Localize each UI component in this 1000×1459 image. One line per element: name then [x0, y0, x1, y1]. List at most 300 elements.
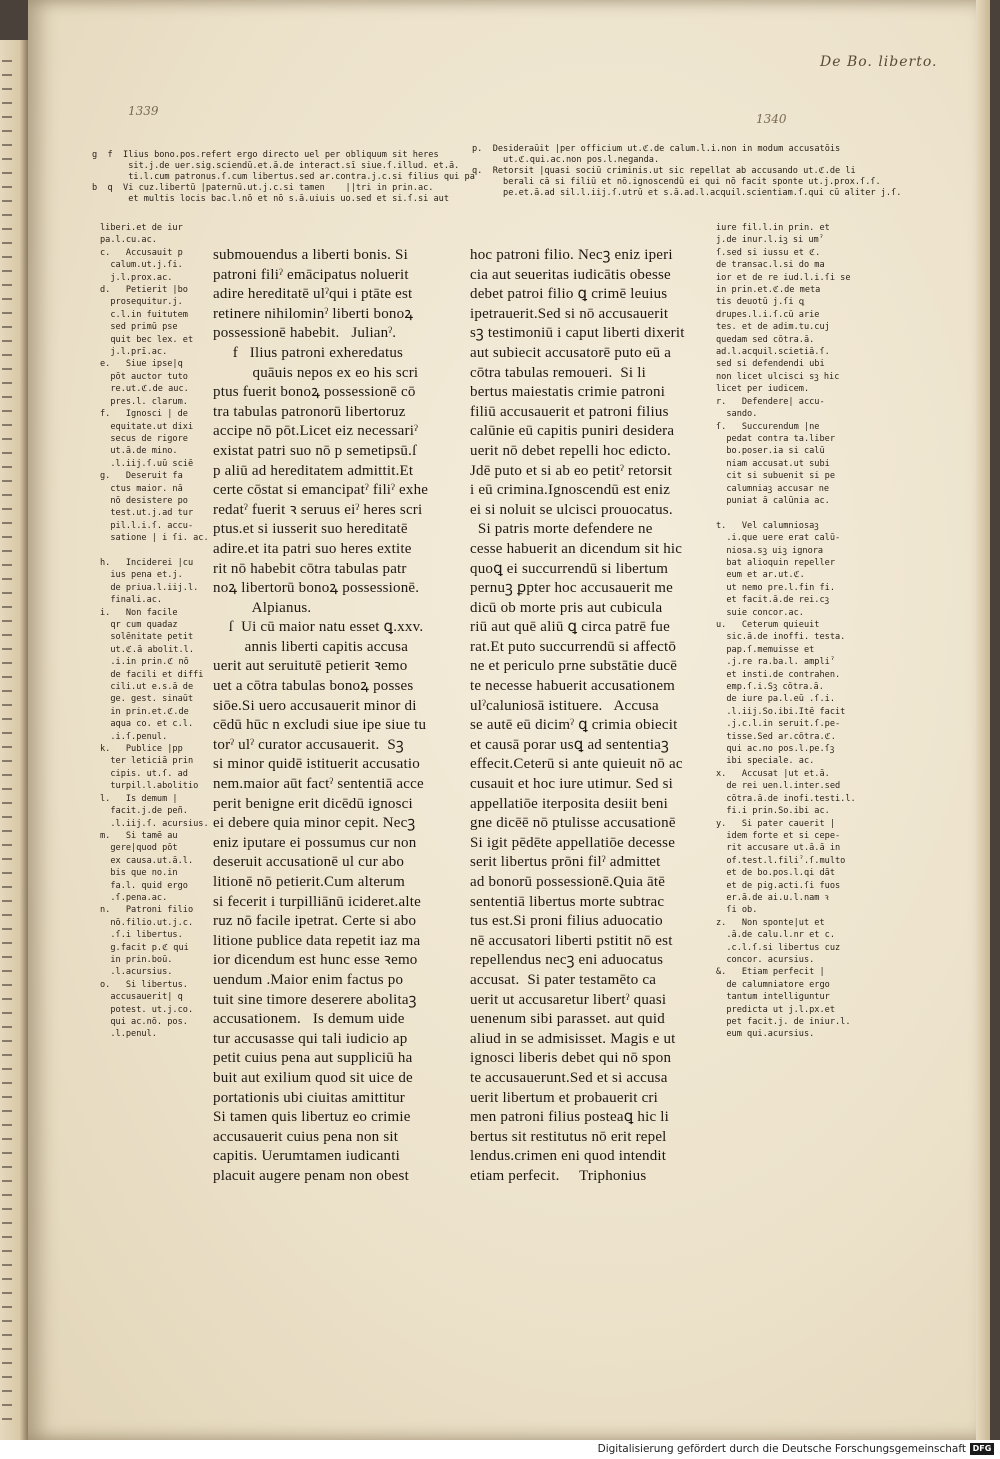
gloss-line: et facit.ā.de rei.cꝫ: [716, 595, 830, 606]
gloss-line: cōtra.ā.de inofi.testi.l.: [716, 793, 856, 804]
facing-page-text-fragment: [2, 634, 12, 636]
gloss-line: pres.l. clarum.: [100, 396, 188, 407]
gloss-line: pedat contra ta.liber: [716, 433, 835, 444]
gloss-line: c.l.in fuitutem: [100, 309, 188, 320]
facing-page-text-fragment: [2, 690, 12, 692]
gloss-line: ad.l.acquil.scietiā.ſ.: [716, 347, 830, 358]
text-line: gne dicēē nō ptulisse accusationē: [470, 815, 676, 832]
top-gloss-right: [472, 144, 901, 199]
gloss-line: facit.j.de peñ.: [100, 806, 188, 817]
gloss-line: eum qui.acursius.: [716, 1029, 815, 1040]
gloss-line: .c.l.ſ.si libertus cuz: [716, 942, 841, 953]
gloss-line: tis deuotū j.ſi ꝗ: [716, 297, 805, 308]
text-line: bertus sit restitutus nō erit repel: [470, 1128, 667, 1145]
facing-page-text-fragment: [2, 1124, 12, 1126]
gloss-line: o. Si libertus.: [100, 979, 188, 990]
gloss-line: .l.acursius.: [100, 967, 173, 978]
gloss-line: ſi ob.: [716, 905, 758, 916]
gloss-line: l. Is demum |: [100, 793, 178, 804]
gloss-line: qui ac.nō. pos.: [100, 1017, 188, 1027]
gloss-line: fa.l. quid ergo: [100, 880, 188, 891]
facing-page-text-fragment: [2, 536, 12, 538]
facing-page-text-fragment: [2, 578, 12, 580]
text-line: lendus.crimen eni quod intendit: [470, 1148, 667, 1165]
gloss-line: .l.iij.ſ. acursius.: [100, 818, 209, 829]
facing-page-text-fragment: [2, 704, 12, 706]
facing-page-text-fragment: [2, 662, 12, 664]
facing-page-text-fragment: [2, 956, 12, 958]
text-line: ior dicendum est hunc esse ꝛemo: [213, 952, 418, 969]
gloss-line: bo.poser.ia si calū: [716, 446, 825, 457]
gloss-line: nō desistere po: [100, 495, 188, 506]
facing-page-text-fragment: [2, 130, 12, 132]
gloss-line: ius pena et.j.: [100, 570, 183, 581]
gloss-line: g. Deseruit fa: [100, 471, 183, 482]
text-line: submouendus a liberti bonis. Si: [213, 247, 408, 263]
facing-page-text-fragment: [2, 382, 12, 384]
text-line: annis liberti capitis accusa: [213, 638, 409, 655]
gloss-line: sit.j.de uer.sig.sciendū.et.ā.de interact.sī siue.ſ.illud. et.ā.: [92, 161, 460, 171]
text-line: retinere nihilominˀ liberti bonoꝝ: [213, 305, 414, 322]
right-marginal-gloss: [716, 222, 856, 1041]
gloss-line: i. Non facile: [100, 607, 178, 618]
gloss-line: c. Accusauit p: [100, 247, 183, 258]
facing-page-text-fragment: [2, 564, 12, 566]
gloss-line: et de bo.pos.l.qi dāt: [716, 868, 835, 879]
gloss-line: cipis. ut.ſ. ad: [100, 768, 188, 779]
text-line: ne et periculo prne substātie ducē: [470, 658, 678, 675]
facing-page-text-fragment: [2, 1418, 12, 1420]
text-line: cēdū hūc n excludi siue ipe siue tu: [213, 717, 427, 734]
gloss-line: bat alioquin repeller: [716, 557, 835, 568]
gloss-line: tes. et de adim.tu.cuj: [716, 322, 830, 333]
text-line: patroni filiˀ emācipatus noluerit: [213, 266, 409, 283]
text-line: ei debere quia minor cepit. Necꝫ: [213, 815, 416, 832]
facing-page-text-fragment: [2, 326, 12, 328]
text-line: uendum .Maior enim factus po: [213, 971, 404, 988]
facing-page-text-fragment: [2, 284, 12, 286]
facing-page-text-fragment: [2, 1250, 12, 1252]
facing-page-text-fragment: [2, 1334, 12, 1336]
text-line: placuit augere penam non obest: [213, 1167, 409, 1184]
facing-page-text-fragment: [2, 886, 12, 888]
gloss-line: tantum intelliguntur: [716, 992, 830, 1003]
text-line: cesse habuerit an dicendum sit hic: [470, 540, 683, 557]
gloss-line: j.l.prox.ac.: [100, 272, 173, 283]
facing-page-text-fragment: [2, 298, 12, 300]
facing-page-text-fragment: [2, 1096, 12, 1098]
text-line: se autē eū dicimˀ ꝗ crimia obiecit: [470, 717, 678, 734]
dfg-logo: DFG: [970, 1443, 994, 1455]
text-line: Si igit pēdēte appellatiōe decesse: [470, 834, 676, 851]
gloss-line: secus de rigore: [100, 433, 188, 444]
gloss-line: pet facit.j. de iniur.l.: [716, 1017, 851, 1027]
text-line: uerit ut accusaretur libertˀ quasi: [470, 991, 667, 1008]
gloss-line: de iure pa.l.eū .ſ.i.: [716, 694, 835, 705]
folio-number-right: 1340: [756, 112, 787, 126]
facing-page-edge: [0, 40, 28, 1440]
text-line: tur accusasse qui tali iudicio ap: [213, 1030, 408, 1047]
text-line: capitis. Uerumtamen iudicanti: [213, 1148, 400, 1165]
gloss-line: r. Defendere| accu-: [716, 396, 825, 407]
gloss-line: u. Ceterum quieuit: [716, 620, 820, 630]
text-line: cia aut seueritas iudicātis obesse: [470, 266, 671, 283]
text-line: accusat. Si pater testamēto ca: [470, 971, 657, 988]
gloss-line: qui ac.no pos.l.pe.ſꝫ: [716, 744, 835, 755]
footer-bar: [0, 1440, 1000, 1459]
gloss-line: finali.ac.: [100, 595, 163, 606]
gloss-line: sed si defendendi ubi: [716, 359, 825, 370]
text-line: accusationem. Is demum uide: [213, 1011, 405, 1028]
gloss-line: iure fil.l.in prin. et: [716, 223, 830, 233]
facing-page-text-fragment: [2, 354, 12, 356]
gloss-line: in prin.et.ℭ.de meta: [716, 285, 821, 296]
facing-page-text-fragment: [2, 1040, 12, 1042]
gloss-line: qr cum quadaz: [100, 620, 178, 630]
facing-page-text-fragment: [2, 970, 12, 972]
facing-page-text-fragment: [2, 494, 12, 496]
text-line: ptus fuerit bonoꝝ possessionē cō: [213, 384, 416, 401]
text-line: rat.Et puto succurrendū si affectō: [470, 638, 677, 655]
gloss-line: pe.et.ā.ad sil.l.iij.ſ.utrū et s.ā.ad.l.acquil.scientiam.ſ.qui cū aliter j.ſ.: [472, 188, 902, 198]
left-marginal-gloss: [100, 222, 209, 1041]
facing-page-text-fragment: [2, 1138, 12, 1140]
text-line: existat patri suo nō p semetipsū.ſ: [213, 442, 417, 459]
facing-page-text-fragment: [2, 816, 12, 818]
facing-page-text-fragment: [2, 1404, 12, 1406]
facing-page-text-fragment: [2, 1222, 12, 1224]
text-line: perit benigne erit dicēdū ignosci: [213, 795, 413, 812]
gloss-line: niosa.sꝫ uiꝫ ignora: [716, 545, 824, 556]
text-line: petit cuius pena aut suppliciū ha: [213, 1050, 413, 1067]
gloss-line: .l.iij.ſ.uū sciē: [100, 458, 194, 469]
gloss-line: of.test.l.filiˀ.ſ.multo: [716, 855, 846, 866]
text-line: f Ilius patroni exheredatus: [213, 344, 404, 361]
text-line: cōtra tabulas remoueri. Si li: [470, 364, 646, 381]
gloss-line: sic.ā.de inoffi. testa.: [716, 632, 846, 643]
text-line: p aliū ad hereditatem admittit.Et: [213, 462, 414, 479]
text-line: si minor quidē istituerit accusatio: [213, 756, 420, 773]
gloss-line: berali cā si filiū et nō.ignoscendū ei qui nō facit sponte ut.j.prox.ſ.ſ.: [472, 177, 881, 187]
facing-page-text-fragment: [2, 102, 12, 104]
gloss-line: g.facit p.ℭ qui: [100, 942, 189, 953]
gloss-line: et multis locis bac.l.nō et nō s.ā.uiuis uo.sed et si.ſ.si aut: [92, 194, 449, 204]
gloss-line: ut.ℭ.qui.ac.non pos.l.neganda.: [472, 155, 660, 165]
text-line: effecit.Ceterū si ante quieuit nō ac: [470, 756, 683, 773]
gloss-line: potest. ut.j.co.: [100, 1004, 194, 1015]
gloss-line: .i.in prin.ℭ nō: [100, 657, 189, 668]
facing-page-text-fragment: [2, 746, 12, 748]
gloss-line: turpil.l.abolitio: [100, 781, 199, 792]
facing-page-text-fragment: [2, 1348, 12, 1350]
facing-page-text-fragment: [2, 1194, 12, 1196]
gloss-line: accusauerit| q: [100, 992, 183, 1003]
text-line: buit aut exilium quod sit uice de: [213, 1069, 413, 1086]
text-line: adire.et ita patri suo heres extite: [213, 540, 412, 557]
text-line: ignosci liberis debet qui nō spon: [470, 1050, 672, 1067]
text-line: cusauit et hoc iure utimur. Sed si: [470, 776, 674, 793]
facing-page-text-fragment: [2, 900, 12, 902]
facing-page-text-fragment: [2, 1362, 12, 1364]
text-line: noꝝ libertorū bonoꝝ possessionē.: [213, 580, 420, 597]
text-line: siōe.Si uero accusauerit minor di: [213, 697, 417, 714]
gloss-line: cit si subuenit si pe: [716, 471, 835, 482]
text-line: rit nō habebit cōtra tabulas patr: [213, 560, 407, 577]
gloss-line: j.l.prī.ac.: [100, 347, 168, 358]
gloss-line: de priua.l.iij.l.: [100, 582, 199, 593]
text-line: appellatiōe iterposita desiit beni: [470, 795, 668, 812]
gloss-line: b q Vi cuz.libertū |paternū.ut.j.c.si tamen ||tri in prin.ac.: [92, 183, 434, 193]
facing-page-text-fragment: [2, 1166, 12, 1168]
facing-page-text-fragment: [2, 144, 12, 146]
gloss-line: pōt auctor tuto: [100, 371, 188, 382]
gloss-line: test.ut.j.ad tur: [100, 508, 194, 519]
gloss-line: [716, 507, 856, 519]
facing-page-text-fragment: [2, 480, 12, 482]
text-line: litionē nō petierit.Cum alterum: [213, 874, 405, 890]
facing-page-text-fragment: [2, 858, 12, 860]
facing-page-text-fragment: [2, 522, 12, 524]
gloss-line: sando.: [716, 409, 758, 420]
facing-page-text-fragment: [2, 648, 12, 650]
text-line: eniz iputare ei possumus cur non: [213, 834, 417, 851]
text-line: ruz nō facile ipetrat. Certe si abo: [213, 913, 417, 930]
gloss-line: .j.re ra.ba.l. ampliˀ: [716, 657, 835, 668]
facing-page-text-fragment: [2, 592, 12, 594]
facing-page-text-fragment: [2, 242, 12, 244]
facing-page-text-fragment: [2, 732, 12, 734]
text-line: certe cōstat si emancipatˀ filiˀ exhe: [213, 482, 429, 499]
gloss-line: liberi.et de iur: [100, 223, 183, 233]
facing-page-text-fragment: [2, 1054, 12, 1056]
facing-page-text-fragment: [2, 1026, 12, 1028]
facing-page-text-fragment: [2, 256, 12, 258]
text-line: redatˀ fuerit ꝛ seruus eiˀ heres scri: [213, 501, 423, 518]
gloss-line: ut.ℭ.ā abolit.l.: [100, 644, 194, 655]
text-line: sꝫ testimoniū i caput liberti dixerit: [470, 325, 685, 342]
text-line: repellendus necꝫ eni aduocatus: [470, 952, 664, 969]
facing-page-text-fragment: [2, 340, 12, 342]
text-line: ſ Ui cū maior natu esset ꝗ.xxv.: [213, 619, 424, 636]
text-line: uet a cōtra tabulas bonoꝝ posses: [213, 678, 414, 695]
gloss-line: de facili et diffi: [100, 669, 204, 680]
text-line: ad bonorū possessionē.Quia ātē: [470, 874, 666, 890]
text-line: adire hereditatē ulˀqui i ptāte est: [213, 286, 413, 303]
text-line: hoc patroni filio. Necꝫ eniz iperi: [470, 247, 673, 263]
gloss-line: [100, 545, 209, 557]
gloss-line: x. Accusat |ut et.ā.: [716, 768, 830, 779]
gloss-line: bis que no.in: [100, 868, 178, 879]
text-line: uerit nō debet repelli hoc edicto.: [470, 442, 671, 459]
text-line: Alpianus.: [213, 599, 312, 616]
text-line: quoꝗ ei succurrendū si libertum: [470, 560, 669, 577]
gloss-line: calum.ut.j.ſi.: [100, 260, 183, 271]
gloss-line: .ſ.pena.ac.: [100, 892, 168, 903]
text-line: bertus maiestatis crimie patroni: [470, 384, 666, 401]
funding-credit: Digitalisierung gefördert durch die Deutsche Forschungsgemeinschaft: [597, 1443, 966, 1455]
text-line: riū aut quē aliū ꝗ circa patrē fue: [470, 619, 670, 636]
facing-page-text-fragment: [2, 172, 12, 174]
facing-page-text-fragment: [2, 60, 12, 62]
gloss-line: prosequitur.j.: [100, 297, 183, 308]
text-line: dicū ob morte pris aut cubicula: [470, 599, 663, 616]
gloss-line: fi.i prin.So.ibi ac.: [716, 806, 830, 817]
text-line: pernuꝫ ꝑpter hoc accusauerit me: [470, 580, 674, 597]
text-line: deseruit accusationē ul cur abo: [213, 854, 405, 871]
text-line: filiū accusauerit et patroni filius: [470, 403, 669, 420]
gloss-line: d. Petierit |bo: [100, 285, 188, 296]
text-line: accipe nō pōt.Licet eiz necessariˀ: [213, 423, 419, 440]
gloss-line: ex causa.ut.ā.l.: [100, 855, 194, 866]
text-line: tra tabulas patronorū libertoruz: [213, 403, 406, 420]
gloss-line: non licet ulcisci sꝫ hic: [716, 371, 840, 382]
gloss-line: .i.ſ.penul.: [100, 731, 168, 742]
gloss-line: equitate.ut dixi: [100, 421, 194, 432]
facing-page-text-fragment: [2, 466, 12, 468]
page-edge: [976, 0, 990, 1440]
text-line: calūnie eū capitis puniri desidera: [470, 423, 675, 440]
text-line: Jdē puto et si ab eo petitˀ retorsit: [470, 462, 673, 479]
facing-page-text-fragment: [2, 1068, 12, 1070]
gloss-line: aqua co. et c.l.: [100, 719, 194, 730]
facing-page-text-fragment: [2, 438, 12, 440]
facing-page-text-fragment: [2, 74, 12, 76]
facing-page-text-fragment: [2, 1012, 12, 1014]
gloss-line: concor. acursius.: [716, 954, 815, 965]
facing-page-text-fragment: [2, 270, 12, 272]
facing-page-text-fragment: [2, 1110, 12, 1112]
text-line: torˀ ulˀ curator accusauerit. Sꝫ: [213, 736, 404, 753]
gloss-line: t. Vel calumniosaꝫ: [716, 520, 819, 531]
facing-page-text-fragment: [2, 200, 12, 202]
gloss-line: .ā.de calu.l.nr et c.: [716, 930, 835, 941]
gloss-line: de transac.l.si do ma: [716, 260, 825, 271]
text-line: et causā porar usꝗ ad sententiaꝫ: [470, 736, 669, 753]
gloss-line: emp.ſ.i.Sꝫ cōtra.ā.: [716, 682, 824, 693]
facing-page-text-fragment: [2, 1264, 12, 1266]
text-line: aliud in se admisisset. Magis e ut: [470, 1030, 676, 1047]
facing-page-text-fragment: [2, 802, 12, 804]
gloss-line: f. Ignosci | de: [100, 409, 188, 420]
facing-page-text-fragment: [2, 508, 12, 510]
gloss-line: quedam sed cōtra.ā.: [716, 334, 815, 345]
gloss-line: &. Etiam perfecit |: [716, 967, 825, 978]
gloss-line: idem forte et si cepe-: [716, 830, 841, 841]
gloss-line: .i.que uere erat calū-: [716, 533, 841, 544]
gloss-line: de calumniatore ergo: [716, 979, 830, 990]
gloss-line: drupes.l.i.ſ.cū arie: [716, 309, 820, 320]
gloss-line: solēnitate petit: [100, 632, 194, 643]
facing-page-text-fragment: [2, 1376, 12, 1378]
running-head: De Bo. liberto.: [820, 54, 938, 70]
gloss-line: et de pig.acti.ſi fuos: [716, 880, 841, 891]
facing-page-text-fragment: [2, 998, 12, 1000]
text-line: ptus.et si iusserit suo hereditatē: [213, 521, 408, 538]
text-line: Si tamen quis libertuz eo crimie: [213, 1109, 411, 1126]
gloss-line: rit accusare ut.ā.ā in: [716, 843, 841, 854]
facing-page-text-fragment: [2, 158, 12, 160]
facing-page-text-fragment: [2, 410, 12, 412]
gloss-line: pap.ſ.memuisse et: [716, 644, 815, 655]
facing-page-text-fragment: [2, 214, 12, 216]
gloss-line: calumniaꝫ accusar ne: [716, 483, 830, 494]
gloss-line: ut nemo pre.l.fin fi.: [716, 582, 835, 593]
gloss-line: ibi speciale. ac.: [716, 756, 815, 767]
gloss-line: ctus maior. nā: [100, 483, 183, 494]
facing-page-text-fragment: [2, 1320, 12, 1322]
gloss-line: .l.penul.: [100, 1029, 157, 1040]
text-line: Si patris morte defendere ne: [470, 521, 653, 538]
text-line: te accusauerunt.Sed et si accusa: [470, 1069, 668, 1086]
gloss-line: .j.c.l.in seruit.ſ.pe-: [716, 719, 841, 730]
text-line: nem.maior aūt factˀ sententiā acce: [213, 776, 424, 793]
text-line: aut subiecit accusatorē puto eū a: [470, 344, 672, 361]
text-line: tuit sine timore deserere abolitaꝫ: [213, 991, 417, 1008]
gloss-line: .ſ.i libertus.: [100, 930, 183, 941]
gloss-line: g f Ilius bono.pos.refert ergo directo uel per obliquum sit heres: [92, 150, 439, 160]
gloss-line: ior et de re iud.l.i.ſi se: [716, 272, 851, 283]
facing-page-text-fragment: [2, 1152, 12, 1154]
folio-number-left: 1339: [128, 104, 159, 118]
text-line: uenenum sibi parasset. aut quid: [470, 1011, 665, 1028]
facing-page-text-fragment: [2, 312, 12, 314]
gloss-line: quit bec lex. et: [100, 334, 194, 345]
gloss-line: ti.l.cum patronus.ſ.cum libertus.sed ar.contra.j.c.si filius qui pa: [92, 172, 475, 182]
gloss-line: sed primū pse: [100, 322, 178, 333]
gloss-line: niam accusat.ut subi: [716, 458, 830, 469]
facing-page-text-fragment: [2, 872, 12, 874]
facing-page-text-fragment: [2, 1390, 12, 1392]
facing-page-text-fragment: [2, 914, 12, 916]
text-line: men patroni filius posteaꝗ hic li: [470, 1109, 669, 1126]
facing-page-text-fragment: [2, 606, 12, 608]
text-line: tus est.Si proni filius aduocatio: [470, 913, 663, 930]
gloss-line: in prin.boū.: [100, 954, 173, 965]
main-text-column-right: [470, 246, 685, 1187]
gloss-line: licet per iudicem.: [716, 384, 810, 395]
facing-page-text-fragment: [2, 228, 12, 230]
gloss-line: .l.iij.So.ibi.Itē facit: [716, 706, 846, 717]
facing-page-text-fragment: [2, 788, 12, 790]
facing-page-text-fragment: [2, 424, 12, 426]
text-line: uerit aut seruitutē petierit ꝛemo: [213, 658, 408, 675]
gloss-line: tisse.Sed ar.cōtra.ℭ.: [716, 731, 836, 742]
gloss-line: ter leticiā prin: [100, 756, 194, 767]
text-line: i eū crimina.Ignoscendū est eniz: [470, 482, 671, 499]
facing-page-text-fragment: [2, 1292, 12, 1294]
facing-page-text-fragment: [2, 88, 12, 90]
gloss-line: er.ā.de ai.u.l.nam ꝛ: [716, 892, 829, 903]
facing-page-text-fragment: [2, 368, 12, 370]
gloss-line: eum et ar.ut.ℭ.: [716, 570, 805, 581]
text-line: sententiā libertus morte subtrac: [470, 893, 665, 910]
gloss-line: de rei uen.l.inter.sed: [716, 781, 841, 792]
gloss-line: nō.filio.ut.j.c.: [100, 917, 194, 928]
facing-page-text-fragment: [2, 550, 12, 552]
top-gloss-left: [92, 150, 475, 205]
text-line: accusauerit cuius pena non sit: [213, 1128, 399, 1145]
text-line: si fecerit i turpilliānū icideret.alte: [213, 893, 421, 910]
facing-page-text-fragment: [2, 620, 12, 622]
facing-page-text-fragment: [2, 116, 12, 118]
facing-page-text-fragment: [2, 676, 12, 678]
facing-page-text-fragment: [2, 1082, 12, 1084]
gloss-line: k. Publice |pp: [100, 744, 183, 755]
gloss-line: suie concor.ac.: [716, 607, 804, 618]
gloss-line: ge. gest. sinaūt: [100, 694, 194, 705]
gloss-line: z. Non sponte|ut et: [716, 917, 825, 928]
facing-page-text-fragment: [2, 718, 12, 720]
